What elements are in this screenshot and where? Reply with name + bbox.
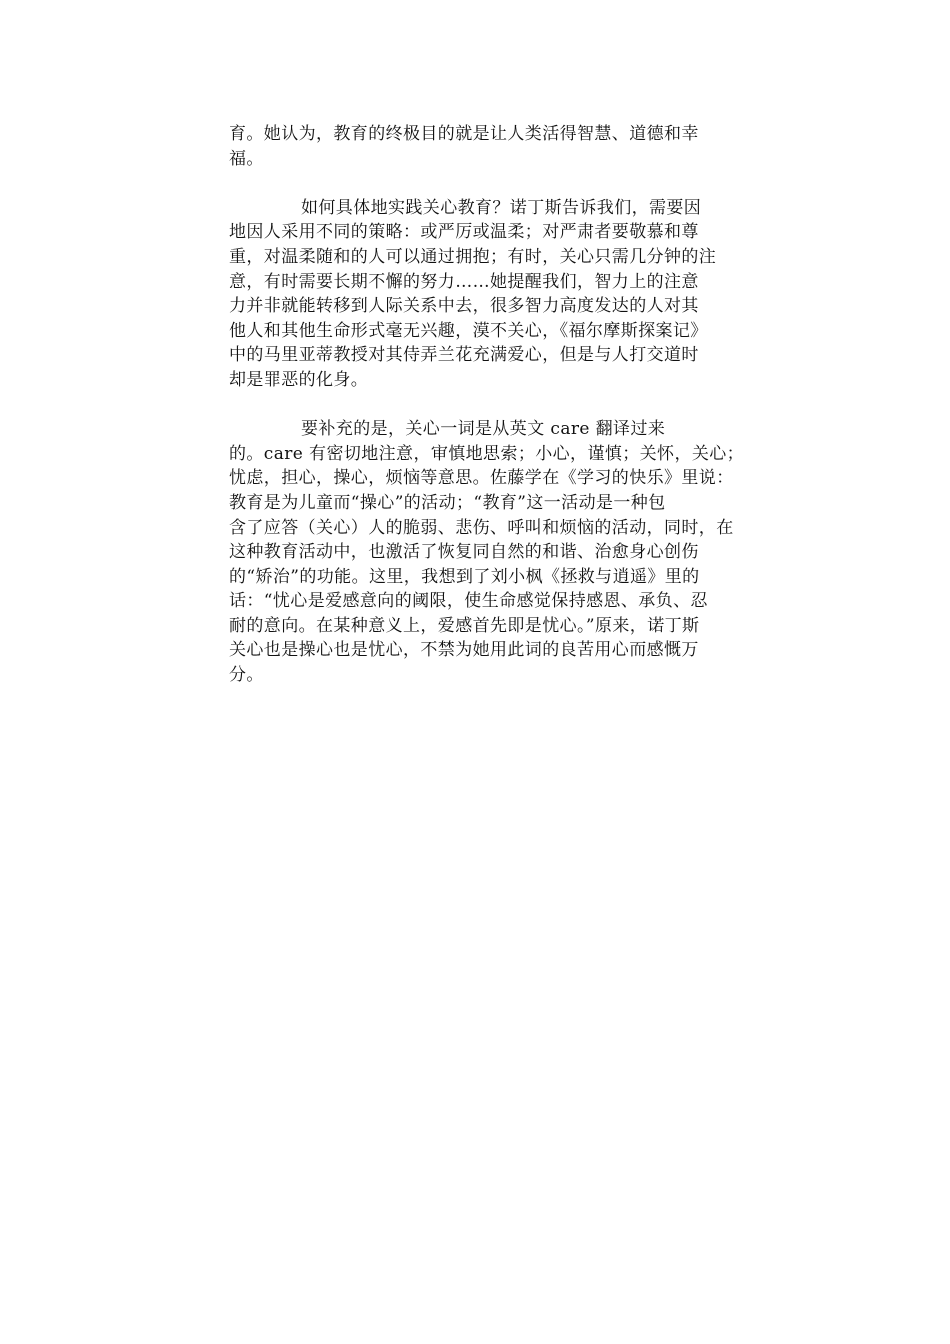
text-line: 福。 — [229, 148, 264, 169]
text-line: 中的马里亚蒂教授对其侍弄兰花充满爱心，但是与人打交道时 — [229, 345, 699, 366]
text-line-first — [229, 417, 723, 442]
text-line: 他人和其他生命形式毫无兴趣，漠不关心，《福尔摩斯探案记》 — [229, 320, 708, 341]
text-line: 的“矫治”的功能。这里，我想到了刘小枫《拯救与逍遥》里的 — [229, 566, 700, 587]
text-line: 分。 — [229, 665, 264, 686]
text-line: 忧虑，担心，操心，烦恼等意思。佐藤学在《学习的快乐》里说： — [229, 468, 734, 489]
paragraph-2 — [229, 196, 723, 393]
text-line: 的。care 有密切地注意，审慎地思索；小心，谨慎；关怀，关心； — [229, 443, 745, 464]
text-line: 耐的意向。在某种意义上，爱感首先即是忧心。”原来，诺丁斯 — [229, 615, 700, 636]
text-line: 重，对温柔随和的人可以通过拥抱；有时，关心只需几分钟的注 — [229, 246, 717, 267]
text-line-content: 要补充的是，关心一词是从英文 care 翻译过来 — [301, 419, 666, 440]
text-line: 地因人采用不同的策略：或严厉或温柔；对严肃者要敬慕和尊 — [229, 222, 699, 243]
text-line: 力并非就能转移到人际关系中去，很多智力高度发达的人对其 — [229, 296, 699, 317]
text-line: 教育是为儿童而“操心”的活动；“教育”这一活动是一种包 — [229, 492, 666, 513]
text-line-first — [229, 196, 723, 221]
body-text — [229, 122, 745, 688]
text-line: 育。她认为，教育的终极目的就是让人类活得智慧、道德和幸 — [229, 124, 699, 144]
text-line: 关心也是操心也是忧心，不禁为她用此词的良苦用心而感慨万 — [229, 640, 699, 661]
text-line: 这种教育活动中，也激活了恢复同自然的和谐、治愈身心创伤 — [229, 542, 699, 563]
text-line: 含了应答（关心）人的脆弱、悲伤、呼叫和烦恼的活动，同时，在 — [229, 517, 734, 538]
text-line: 话：“忧心是爱感意向的阈限，使生命感觉保持感恩、承负、忍 — [229, 591, 708, 612]
text-line-content: 如何具体地实践关心教育？诺丁斯告诉我们，需要因 — [301, 197, 702, 218]
paragraph-3 — [229, 417, 745, 688]
paragraph-1 — [229, 122, 723, 171]
text-line: 却是罪恶的化身。 — [229, 369, 369, 390]
text-line: 意，有时需要长期不懈的努力……她提醒我们，智力上的注意 — [229, 271, 699, 292]
